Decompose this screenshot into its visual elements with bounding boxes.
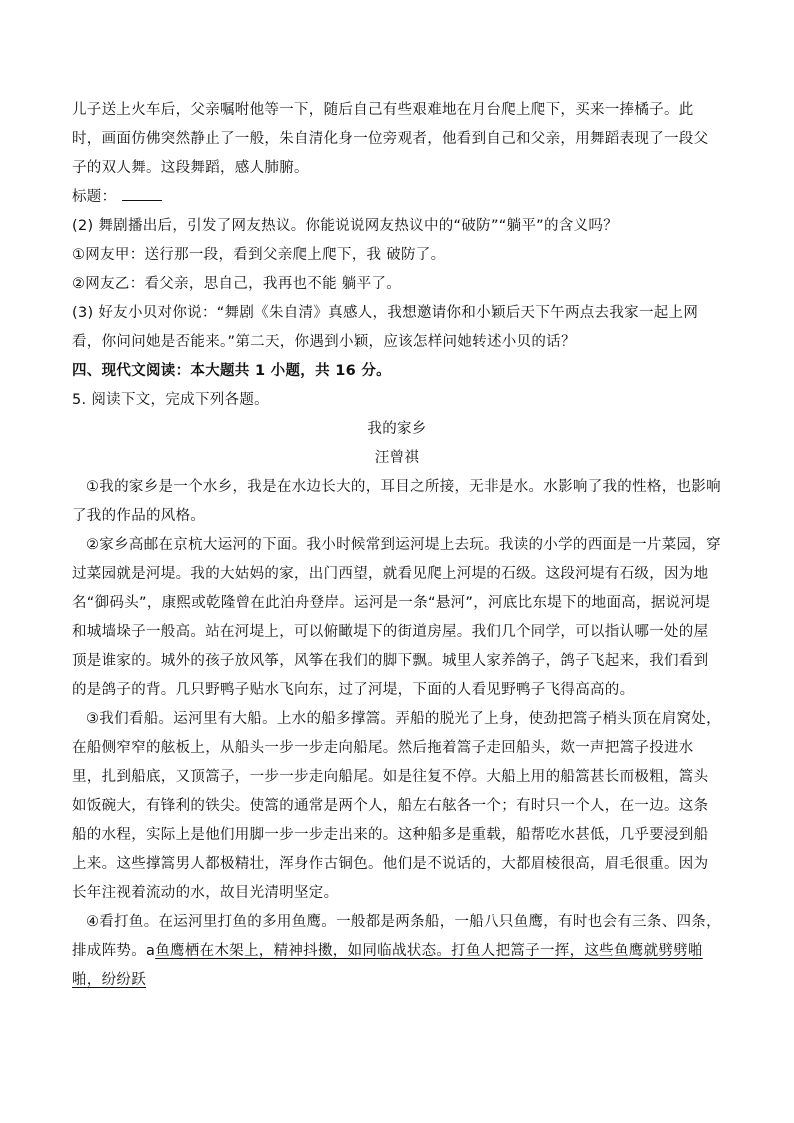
section-4-heading: 四、现代文阅读：本大题共 1 小题，共 16 分。 [72, 363, 391, 379]
title-prompt-line [72, 183, 722, 212]
paragraph-4-text: ④看打鱼。在运河里打鱼的多用鱼鹰。一般都是两条船，一船八只鱼鹰，有时也会有三条、四条，排成阵势。a [72, 914, 721, 959]
article-paragraph-3: ③我们看船。运河里有大船。上水的船多撑篙。弄船的脱光了上身，使劲把篙子梢头顶在肩窝处，在船侧窄窄的舷板上，从船头一步一步走向船尾。然后拖着篙子走回船头，欻一声把篙子投进水里，扎到船底，又顶篙子，一步一步走向船尾。如是往复不停。大船上用的船篙甚长而极粗，篙头如饭碗大，有锋利的铁尖。使篙的通常是两个人，船左右舷各一个；有时只一个人，在一边。这条船的水程，实际上是他们用脚一步一步走出来的。这种船多是重载，船帮吃水甚低，几乎要浸到船上来。这些撑篙男人都极精壮，浑身作古铜色。他们是不说话的，大都眉棱很高，眉毛很重。因为长年注视着流动的水，故目光清明坚定。 [72, 711, 721, 901]
title-answer-blank [122, 190, 162, 201]
title-prompt: 标题： [72, 189, 117, 205]
question-2-item-a: ①网友甲：送行那一段，看到父亲爬上爬下，我 破防了。 [72, 247, 446, 263]
question-2-item-b: ②网友乙：看父亲，思自己，我再也不能 躺平了。 [72, 276, 402, 292]
paragraph-4-underlined-sentence: 鱼鹰栖在木架上，精神抖擞，如同临战状态。打鱼人把篙子一挥，这些鱼鹰就劈劈啪啪，纷纷跃 [72, 943, 703, 988]
intro-paragraph: 儿子送上火车后，父亲嘱咐他等一下，随后自己有些艰难地在月台爬上爬下，买来一捧橘子。此时，画面仿佛突然静止了一般，朱自清化身一位旁观者，他看到自己和父亲，用舞蹈表现了一段父子的双人舞。这段舞蹈，感人肺腑。 [72, 102, 709, 176]
article-title: 我的家乡 [367, 421, 427, 437]
question-5-intro: 5. 阅读下文，完成下列各题。 [72, 392, 269, 408]
article-author: 汪曾祺 [374, 450, 420, 466]
question-2: (2) 舞剧播出后，引发了网友热议。你能说说网友热议中的“破防”“躺平”的含义吗？ [72, 218, 618, 234]
document-body [72, 96, 722, 995]
article-paragraph-2: ②家乡高邮在京杭大运河的下面。我小时候常到运河堤上去玩。我读的小学的西面是一片菜园，穿过菜园就是河堤。我的大姑妈的家，出门西望，就看见爬上河堤的石级。这段河堤有石级，因为地名“御码头”，康熙或乾隆曾在此泊舟登岸。运河是一条“悬河”，河底比东堤下的地面高，据说河堤和城墙垛子一般高。站在河堤上，可以俯瞰堤下的街道房屋。我们几个同学，可以指认哪一处的屋顶是谁家的。城外的孩子放风筝，风筝在我们的脚下飘。城里人家养鸽子，鸽子飞起来，我们看到的是鸽子的背。几只野鸭子贴水飞向东，过了河堤，下面的人看见野鸭子飞得高高的。 [72, 537, 721, 698]
question-3: (3) 好友小贝对你说：“舞剧《朱自清》真感人，我想邀请你和小颖后天下午两点去我家一起上网看，你问问她是否能来。”第二天，你遇到小颖，应该怎样问她转述小贝的话？ [72, 305, 699, 350]
article-paragraph-1: ①我的家乡是一个水乡，我是在水边长大的，耳目之所接，无非是水。水影响了我的性格，也影响了我的作品的风格。 [72, 479, 721, 524]
article-paragraph-4 [72, 908, 722, 995]
